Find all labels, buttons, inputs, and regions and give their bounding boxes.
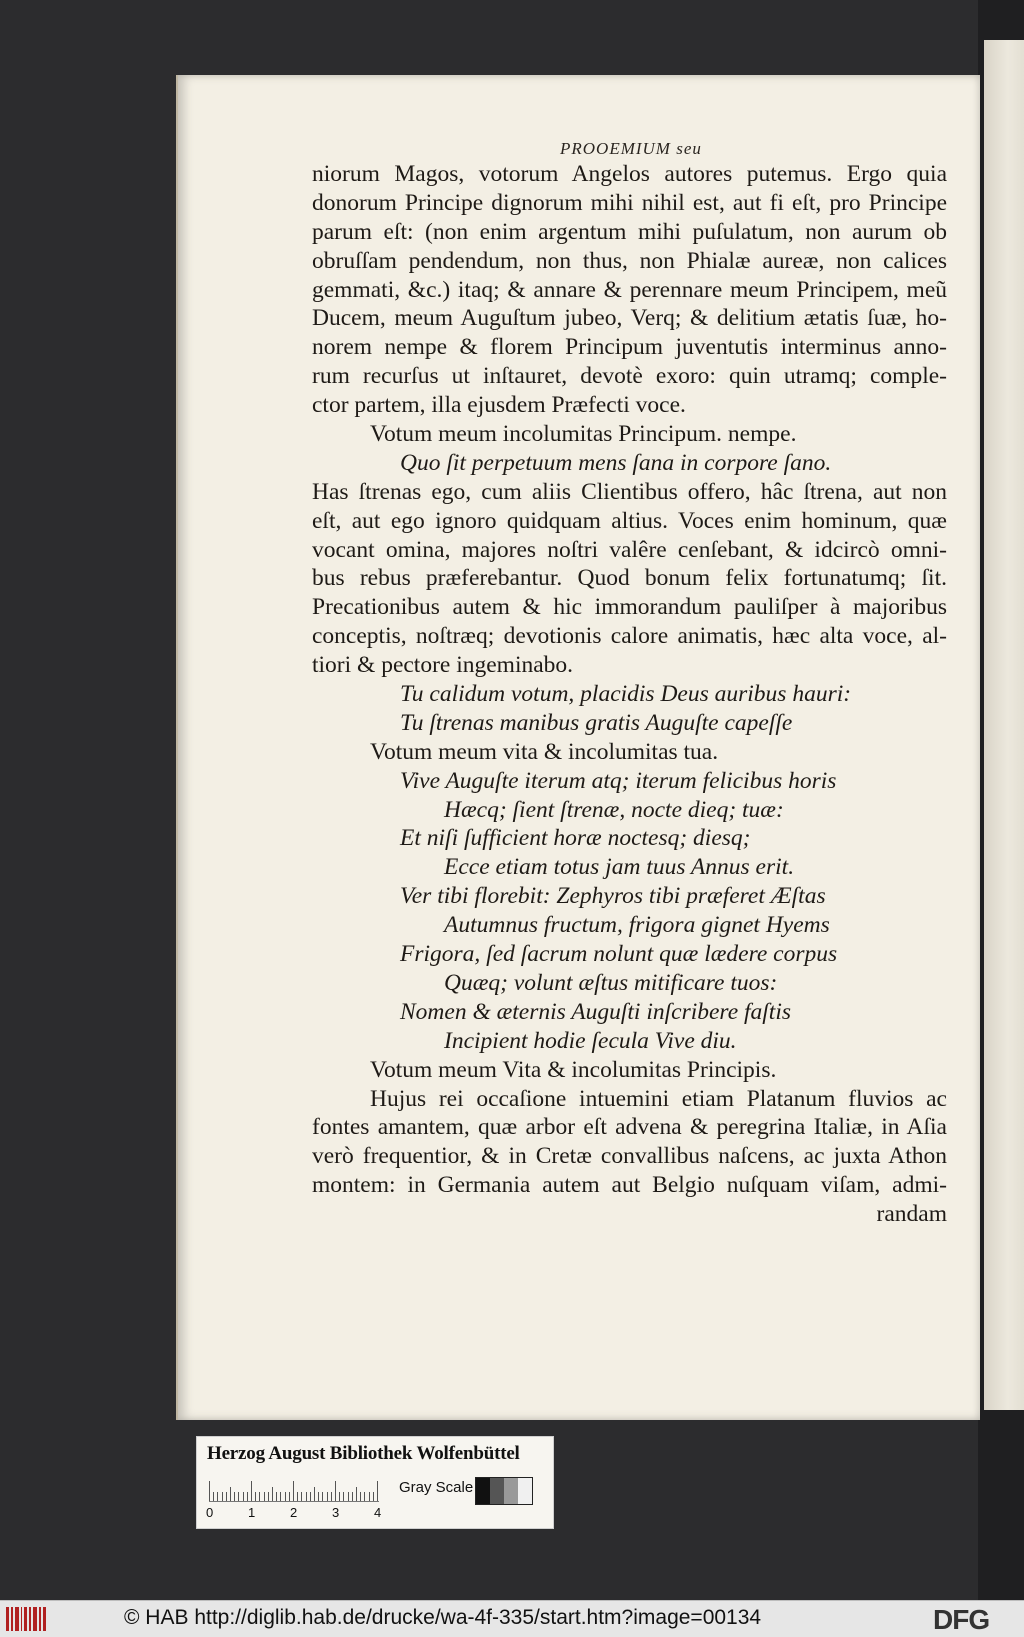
text-line: Nomen & æternis Auguſti inſcribere faſtis bbox=[400, 998, 792, 1025]
ruler-tick bbox=[272, 1487, 273, 1501]
ruler-tick bbox=[238, 1492, 239, 1501]
gray-swatch bbox=[476, 1478, 490, 1504]
ruler-tick bbox=[310, 1492, 311, 1501]
text-line: Vive Auguſte iterum atq; iterum felicibus horis bbox=[400, 767, 837, 794]
ruler-tick bbox=[255, 1492, 256, 1501]
ruler-tick bbox=[213, 1492, 214, 1501]
text-line: norem nempe & florem Principum juventutis interminus anno- bbox=[312, 334, 947, 361]
ruler-tick bbox=[289, 1492, 290, 1501]
ruler-number: 4 bbox=[374, 1505, 382, 1520]
color-target bbox=[196, 1436, 554, 1529]
text-line: eſt, aut ego ignoro quidquam altius. Voces enim hominum, quæ bbox=[312, 507, 947, 534]
footer-bar bbox=[0, 1600, 1024, 1637]
ruler-tick bbox=[373, 1492, 374, 1501]
ruler-tick bbox=[234, 1492, 235, 1501]
ruler-tick bbox=[335, 1481, 336, 1501]
text-line: Votum meum Vita & incolumitas Principis. bbox=[370, 1056, 777, 1083]
ruler-number: 1 bbox=[248, 1505, 256, 1520]
ruler-tick bbox=[264, 1492, 265, 1501]
dfg-logo: DFG bbox=[933, 1604, 990, 1635]
text-line: Votum meum incolumitas Principum. nempe. bbox=[370, 421, 797, 448]
ruler-tick bbox=[285, 1492, 286, 1501]
ruler-tick bbox=[331, 1492, 332, 1501]
ruler-tick bbox=[293, 1481, 294, 1501]
footer-link[interactable]: © HAB http://diglib.hab.de/drucke/wa-4f-335/start.htm?image=00134 bbox=[124, 1606, 762, 1629]
text-line: ctor partem, illa ejusdem Præfecti voce. bbox=[312, 392, 686, 419]
ruler-tick bbox=[364, 1492, 365, 1501]
ruler-tick bbox=[318, 1492, 319, 1501]
text-line: Tu calidum votum, placidis Deus auribus hauri: bbox=[400, 681, 852, 708]
text-line: Frigora, ſed ſacrum nolunt quæ lædere corpus bbox=[400, 941, 838, 968]
ruler-tick bbox=[360, 1492, 361, 1501]
text-line: Hæcq; ſient ſtrenæ, nocte dieq; tuæ: bbox=[444, 796, 784, 823]
text-line: Hujus rei occaſione intuemini etiam Platanum fluvios ac bbox=[370, 1085, 947, 1112]
ruler-tick bbox=[259, 1492, 260, 1501]
ruler-tick bbox=[306, 1492, 307, 1501]
text-line: Quo ſit perpetuum mens ſana in corpore ſano. bbox=[400, 449, 832, 476]
text-line: rum recurſus ut inſtauret, devotè exoro: quin utramq; comple- bbox=[312, 363, 947, 390]
barcode-icon bbox=[6, 1607, 46, 1631]
ruler-tick bbox=[247, 1492, 248, 1501]
ruler-tick bbox=[226, 1492, 227, 1501]
text-line: obruſſam pendendum, non thus, non Phialæ aureæ, non calices bbox=[312, 247, 947, 274]
ruler-tick bbox=[251, 1481, 252, 1501]
text-line: Autumnus fructum, frigora gignet Hyems bbox=[444, 912, 830, 939]
text-line: parum eſt: (non enim argentum mihi puſulatum, non aurum ob bbox=[312, 218, 947, 245]
ruler-tick bbox=[369, 1492, 370, 1501]
text-line: Precationibus autem & hic immorandum pauliſper à majoribus bbox=[312, 594, 947, 621]
text-line: Quæq; volunt æſtus mitificare tuos: bbox=[444, 969, 778, 996]
text-line: gemmati, &c.) itaq; & annare & perennare meum Principem, meũ bbox=[312, 276, 947, 303]
ruler-number: 0 bbox=[206, 1505, 214, 1520]
gray-swatch bbox=[490, 1478, 504, 1504]
text-line: bus rebus præferebantur. Quod bonum felix fortunatumq; ſit. bbox=[312, 565, 947, 592]
ruler-tick bbox=[343, 1492, 344, 1501]
ruler-tick bbox=[377, 1481, 378, 1501]
ruler-tick bbox=[209, 1481, 210, 1501]
gray-scale bbox=[475, 1477, 533, 1505]
text-line: randam bbox=[876, 1201, 947, 1228]
text-line: Ducem, meum Auguſtum jubeo, Verq; & delitium ætatis ſuæ, ho- bbox=[312, 305, 947, 332]
text-line: donorum Principe dignorum mihi nihil est, aut fi eſt, pro Principe bbox=[312, 189, 947, 216]
next-page-edge bbox=[984, 40, 1024, 1410]
running-head: PROOEMIUM seu bbox=[560, 139, 702, 158]
page-text bbox=[312, 160, 947, 1229]
text-line: vocant omina, majores noſtri valêre cenſebant, & idcircò omni- bbox=[312, 536, 947, 563]
text-line: montem: in Germania autem aut Belgio nuſquam viſam, admi- bbox=[312, 1172, 947, 1199]
text-line: verò frequentior, & in Cretæ convallibus naſcens, ac juxta Athon bbox=[312, 1143, 947, 1170]
ruler-tick bbox=[301, 1492, 302, 1501]
text-line: Et niſi ſufficient horæ noctesq; diesq; bbox=[400, 825, 751, 852]
text-line: Votum meum vita & incolumitas tua. bbox=[370, 738, 719, 765]
text-line: Ecce etiam totus jam tuus Annus erit. bbox=[444, 854, 795, 881]
ruler-number: 2 bbox=[290, 1505, 298, 1520]
text-line: fontes amantem, quæ arbor eſt advena & peregrina Italiæ, in Aſia bbox=[312, 1114, 947, 1141]
ruler-tick bbox=[268, 1492, 269, 1501]
ruler-tick bbox=[339, 1492, 340, 1501]
ruler-tick bbox=[297, 1492, 298, 1501]
text-line: Tu ſtrenas manibus gratis Auguſte capeſſe bbox=[400, 709, 793, 736]
text-line: Has ſtrenas ego, cum aliis Clientibus offero, hâc ſtrena, aut non bbox=[312, 478, 947, 505]
ruler-number: 3 bbox=[332, 1505, 340, 1520]
ruler-tick bbox=[352, 1492, 353, 1501]
ruler-tick bbox=[217, 1492, 218, 1501]
ruler-tick bbox=[243, 1492, 244, 1501]
gray-scale-label: Gray Scale bbox=[399, 1479, 474, 1496]
text-line: Ver tibi florebit: Zephyros tibi præferet Æſtas bbox=[400, 883, 826, 910]
ruler-tick bbox=[314, 1487, 315, 1501]
target-title: Herzog August Bibliothek Wolfenbüttel bbox=[207, 1443, 520, 1464]
ruler-tick bbox=[322, 1492, 323, 1501]
text-line: tiori & pectore ingeminabo. bbox=[312, 652, 574, 679]
ruler-tick bbox=[222, 1492, 223, 1501]
ruler-tick bbox=[348, 1492, 349, 1501]
gray-swatch bbox=[518, 1478, 532, 1504]
ruler-tick bbox=[276, 1492, 277, 1501]
text-line: conceptis, noſtræq; devotionis calore animatis, hæc alta voce, al- bbox=[312, 623, 947, 650]
ruler-tick bbox=[280, 1492, 281, 1501]
gray-swatch bbox=[504, 1478, 518, 1504]
text-line: Incipient hodie ſecula Vive diu. bbox=[444, 1027, 737, 1054]
text-line: niorum Magos, votorum Angelos autores putemus. Ergo quia bbox=[312, 161, 947, 187]
ruler-tick bbox=[230, 1487, 231, 1501]
ruler bbox=[209, 1477, 379, 1502]
ruler-tick bbox=[356, 1487, 357, 1501]
ruler-tick bbox=[327, 1492, 328, 1501]
